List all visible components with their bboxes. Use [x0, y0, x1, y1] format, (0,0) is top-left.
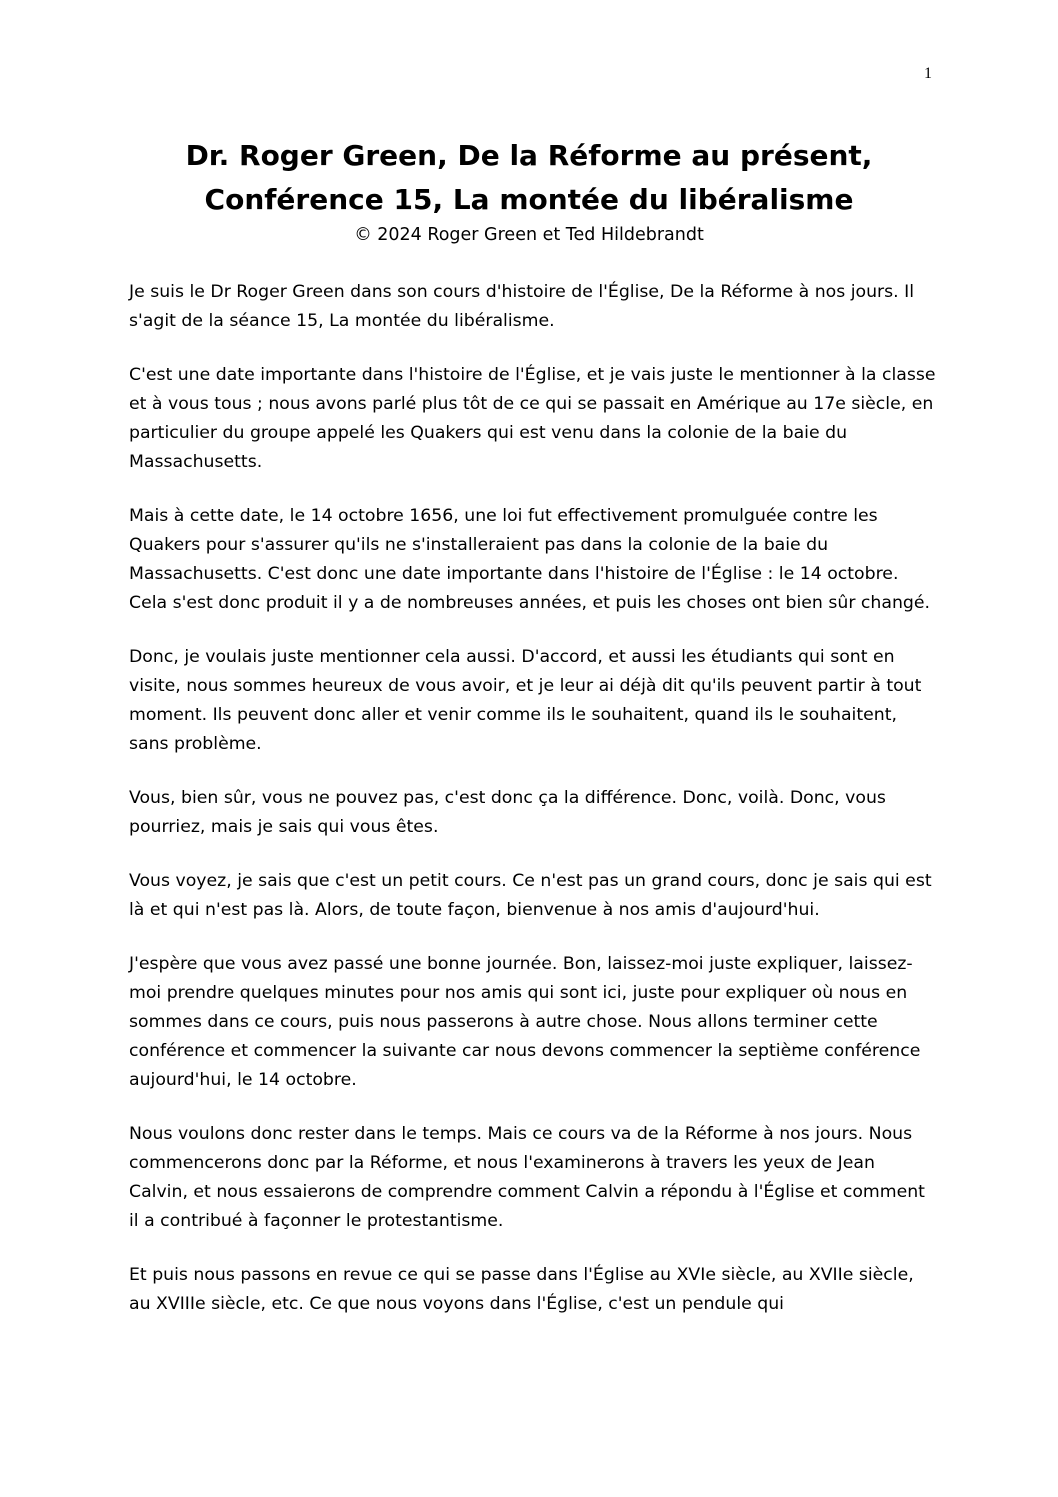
page-number: 1 [924, 65, 932, 82]
paragraph: Vous, bien sûr, vous ne pouvez pas, c'est donc ça la différence. Donc, voilà. Donc, vous pourriez, mais je sais qui vous êtes. [129, 788, 886, 837]
paragraph: Vous voyez, je sais que c'est un petit cours. Ce n'est pas un grand cours, donc je sais qui est là et qui n'est pas là. Alors, de toute façon, bienvenue à nos amis d'aujourd'hui. [129, 871, 932, 920]
title-line-2: Conférence 15, La montée du libéralisme [204, 183, 854, 216]
paragraph: J'espère que vous avez passé une bonne journée. Bon, laissez-moi juste expliquer, laissez-moi prendre quelques minutes pour nos amis qui sont ici, juste pour expliquer où nous en sommes dans ce cours, puis nous passerons à autre chose. Nous allons terminer cette conférence et commencer la suivante car nous devons commencer la septième conférence aujourd'hui, le 14 octobre. [129, 954, 921, 1090]
document-title [100, 134, 958, 222]
document-body [129, 278, 937, 1344]
title-line-1: Dr. Roger Green, De la Réforme au présent, [185, 139, 873, 172]
paragraph: Et puis nous passons en revue ce qui se passe dans l'Église au XVIe siècle, au XVIIe siècle, au XVIIIe siècle, etc. Ce que nous voyons dans l'Église, c'est un pendule qui [129, 1265, 914, 1314]
paragraph: Donc, je voulais juste mentionner cela aussi. D'accord, et aussi les étudiants qui sont en visite, nous sommes heureux de vous avoir, et je leur ai déjà dit qu'ils peuvent partir à tout moment. Ils peuvent donc aller et venir comme ils le souhaitent, quand ils le souhaitent, sans problème. [129, 647, 922, 754]
paragraph: C'est une date importante dans l'histoire de l'Église, et je vais juste le mentionner à la classe et à vous tous ; nous avons parlé plus tôt de ce qui se passait en Amérique au 17e siècle, en particulier du groupe appelé les Quakers qui est venu dans la colonie de la baie du Massachusetts. [129, 365, 936, 472]
copyright-notice: © 2024 Roger Green et Ted Hildebrandt [354, 225, 704, 245]
paragraph: Mais à cette date, le 14 octobre 1656, une loi fut effectivement promulguée contre les Quakers pour s'assurer qu'ils ne s'installeraient pas dans la colonie de la baie du Massachusetts. C'est donc une date importante dans l'histoire de l'Église : le 14 octobre. Cela s'est donc produit il y a de nombreuses années, et puis les choses ont bien sûr changé. [129, 506, 931, 613]
paragraph: Je suis le Dr Roger Green dans son cours d'histoire de l'Église, De la Réforme à nos jours. Il s'agit de la séance 15, La montée du libéralisme. [129, 282, 915, 331]
paragraph: Nous voulons donc rester dans le temps. Mais ce cours va de la Réforme à nos jours. Nous commencerons donc par la Réforme, et nous l'examinerons à travers les yeux de Jean Calvin, et nous essaierons de comprendre comment Calvin a répondu à l'Église et comment il a contribué à façonner le protestantisme. [129, 1124, 925, 1231]
